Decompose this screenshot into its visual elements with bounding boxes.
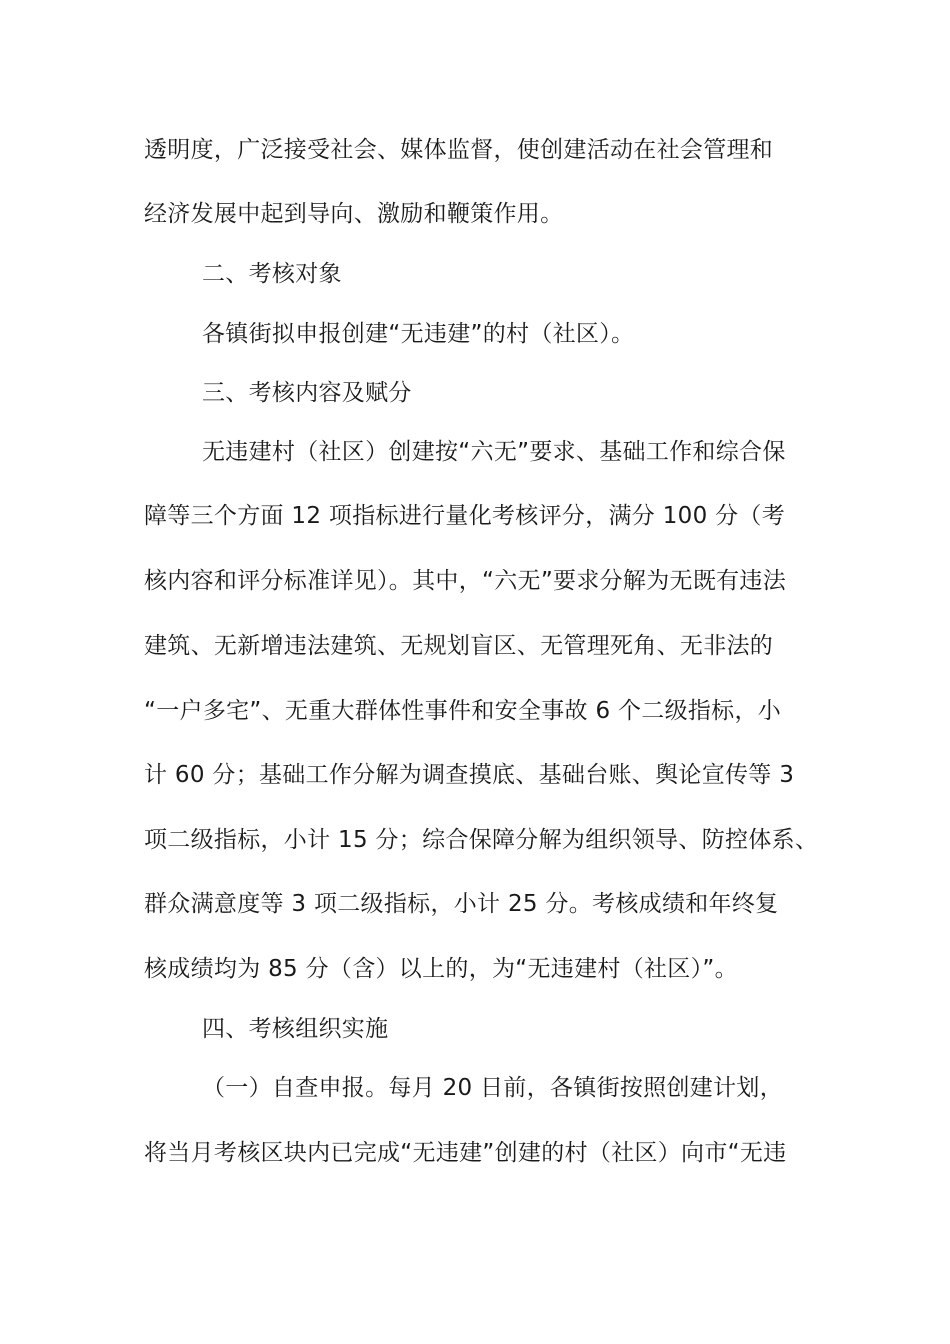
paragraph-line: “一户多宅”、无重大群体性事件和安全事故 6 个二级指标，小 xyxy=(144,698,782,724)
paragraph-line: 核内容和评分标准详见）。其中，“六无”要求分解为无既有违法 xyxy=(144,568,787,594)
paragraph-line: 计 60 分；基础工作分解为调查摸底、基础台账、舆论宣传等 3 xyxy=(144,762,795,788)
paragraph-line: （一）自查申报。每月 20 日前，各镇街按照创建计划， xyxy=(202,1075,783,1101)
section-heading-content: 三、考核内容及赋分 xyxy=(202,380,412,406)
section-heading-implementation: 四、考核组织实施 xyxy=(202,1016,389,1042)
paragraph-line: 各镇街拟申报创建“无违建”的村（社区）。 xyxy=(202,321,635,347)
paragraph-line: 建筑、无新增违法建筑、无规划盲区、无管理死角、无非法的 xyxy=(144,633,774,659)
paragraph-line: 经济发展中起到导向、激励和鞭策作用。 xyxy=(144,201,564,227)
paragraph-line: 障等三个方面 12 项指标进行量化考核评分，满分 100 分（考 xyxy=(144,503,786,529)
paragraph-line: 核成绩均为 85 分（含）以上的，为“无违建村（社区）”。 xyxy=(144,956,738,982)
paragraph-line: 无违建村（社区）创建按“六无”要求、基础工作和综合保 xyxy=(202,439,786,465)
paragraph-line: 透明度，广泛接受社会、媒体监督，使创建活动在社会管理和 xyxy=(144,137,774,163)
section-heading-objects: 二、考核对象 xyxy=(202,261,342,287)
paragraph-line: 群众满意度等 3 项二级指标，小计 25 分。考核成绩和年终复 xyxy=(144,891,779,917)
paragraph-line: 将当月考核区块内已完成“无违建”创建的村（社区）向市“无违 xyxy=(144,1140,787,1166)
paragraph-line: 项二级指标，小计 15 分；综合保障分解为组织领导、防控体系、 xyxy=(144,827,819,853)
